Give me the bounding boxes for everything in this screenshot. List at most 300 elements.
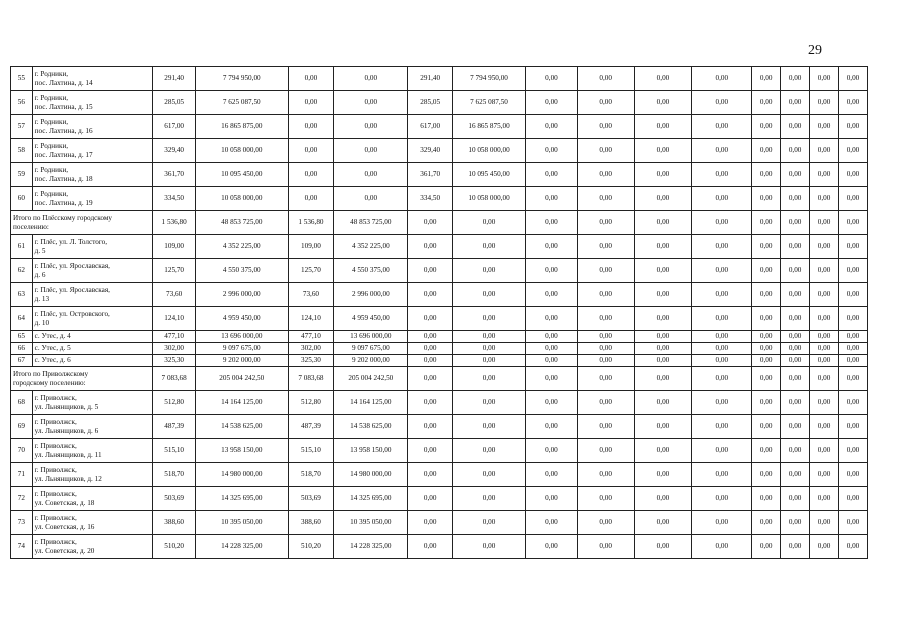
value-cell: 0,00	[752, 259, 781, 283]
value-cell: 14 164 125,00	[334, 391, 408, 415]
value-cell: 0,00	[692, 331, 752, 343]
address-line: пос. Лахтина, д. 19	[34, 198, 93, 207]
value-cell: 0,00	[810, 487, 839, 511]
value-cell: 285,05	[408, 91, 452, 115]
value-cell: 0,00	[838, 535, 867, 559]
value-cell: 0,00	[692, 283, 752, 307]
subtotal-label	[11, 367, 153, 391]
value-cell: 0,00	[692, 439, 752, 463]
value-cell: 0,00	[810, 391, 839, 415]
value-cell: 0,00	[452, 235, 525, 259]
value-cell: 0,00	[781, 331, 810, 343]
value-cell: 0,00	[752, 331, 781, 343]
row-number: 59	[11, 163, 33, 187]
address-line: д. 13	[34, 294, 50, 303]
value-cell: 285,05	[153, 91, 195, 115]
value-cell: 9 097 675,00	[334, 343, 408, 355]
value-cell: 0,00	[408, 535, 452, 559]
value-cell: 0,00	[452, 511, 525, 535]
value-cell: 0,00	[810, 439, 839, 463]
value-cell: 0,00	[838, 511, 867, 535]
value-cell: 0,00	[634, 391, 692, 415]
value-cell: 0,00	[752, 235, 781, 259]
row-number: 64	[11, 307, 33, 331]
address-line: г. Родники,	[34, 189, 69, 198]
value-cell: 0,00	[634, 115, 692, 139]
value-cell: 0,00	[577, 259, 634, 283]
table-row	[11, 343, 868, 355]
value-cell: 334,50	[408, 187, 452, 211]
value-cell: 0,00	[526, 211, 578, 235]
value-cell: 4 550 375,00	[195, 259, 288, 283]
value-cell: 0,00	[781, 487, 810, 511]
value-cell: 9 097 675,00	[195, 343, 288, 355]
value-cell: 124,10	[288, 307, 333, 331]
value-cell: 0,00	[452, 343, 525, 355]
value-cell: 512,80	[153, 391, 195, 415]
value-cell: 14 228 325,00	[334, 535, 408, 559]
value-cell: 0,00	[838, 487, 867, 511]
value-cell: 0,00	[838, 343, 867, 355]
value-cell: 0,00	[752, 91, 781, 115]
value-cell: 0,00	[452, 463, 525, 487]
value-cell: 0,00	[692, 355, 752, 367]
value-cell: 0,00	[752, 343, 781, 355]
address-cell	[32, 439, 153, 463]
value-cell: 0,00	[526, 67, 578, 91]
address-line: г. Плёс, ул. Ярославская,	[34, 285, 110, 294]
address-line: г. Плёс, ул. Ярославская,	[34, 261, 110, 270]
value-cell: 2 996 000,00	[195, 283, 288, 307]
value-cell: 0,00	[408, 511, 452, 535]
value-cell: 0,00	[692, 391, 752, 415]
value-cell: 0,00	[781, 235, 810, 259]
value-cell: 0,00	[408, 283, 452, 307]
table-row	[11, 439, 868, 463]
value-cell: 0,00	[526, 259, 578, 283]
row-number: 61	[11, 235, 33, 259]
value-cell: 0,00	[526, 355, 578, 367]
table-row	[11, 283, 868, 307]
value-cell: 1 536,80	[153, 211, 195, 235]
row-number: 70	[11, 439, 33, 463]
address-cell	[32, 163, 153, 187]
table-body	[11, 67, 868, 559]
address-line: с. Утес, д. 6	[34, 356, 71, 365]
value-cell: 0,00	[692, 259, 752, 283]
value-cell: 0,00	[577, 487, 634, 511]
value-cell: 0,00	[526, 439, 578, 463]
value-cell: 617,00	[153, 115, 195, 139]
value-cell: 0,00	[692, 463, 752, 487]
value-cell: 0,00	[634, 367, 692, 391]
value-cell: 0,00	[838, 391, 867, 415]
value-cell: 0,00	[452, 307, 525, 331]
value-cell: 0,00	[692, 163, 752, 187]
value-cell: 0,00	[810, 463, 839, 487]
value-cell: 0,00	[634, 355, 692, 367]
value-cell: 0,00	[577, 139, 634, 163]
value-cell: 510,20	[153, 535, 195, 559]
table-row	[11, 163, 868, 187]
value-cell: 0,00	[408, 307, 452, 331]
address-cell	[32, 307, 153, 331]
value-cell: 0,00	[752, 439, 781, 463]
value-cell: 503,69	[288, 487, 333, 511]
value-cell: 0,00	[781, 283, 810, 307]
row-number: 69	[11, 415, 33, 439]
value-cell: 0,00	[752, 391, 781, 415]
value-cell: 16 865 875,00	[452, 115, 525, 139]
value-cell: 0,00	[810, 331, 839, 343]
subtotal-label	[11, 211, 153, 235]
value-cell: 477,10	[288, 331, 333, 343]
value-cell: 0,00	[334, 139, 408, 163]
value-cell: 7 083,68	[288, 367, 333, 391]
value-cell: 0,00	[408, 463, 452, 487]
value-cell: 0,00	[452, 367, 525, 391]
value-cell: 0,00	[810, 367, 839, 391]
value-cell: 0,00	[408, 415, 452, 439]
address-line: г. Приволжск,	[34, 489, 77, 498]
value-cell: 73,60	[288, 283, 333, 307]
value-cell: 0,00	[452, 391, 525, 415]
value-cell: 510,20	[288, 535, 333, 559]
table-row	[11, 355, 868, 367]
address-cell	[32, 535, 153, 559]
table-row	[11, 307, 868, 331]
value-cell: 0,00	[838, 115, 867, 139]
row-number: 72	[11, 487, 33, 511]
value-cell: 0,00	[408, 391, 452, 415]
value-cell: 302,00	[288, 343, 333, 355]
address-cell	[32, 331, 153, 343]
value-cell: 291,40	[153, 67, 195, 91]
value-cell: 0,00	[838, 367, 867, 391]
address-line: д. 5	[34, 246, 46, 255]
table-row	[11, 139, 868, 163]
value-cell: 10 058 000,00	[195, 139, 288, 163]
value-cell: 125,70	[288, 259, 333, 283]
value-cell: 0,00	[526, 367, 578, 391]
value-cell: 4 959 450,00	[195, 307, 288, 331]
value-cell: 2 996 000,00	[334, 283, 408, 307]
value-cell: 0,00	[526, 139, 578, 163]
value-cell: 0,00	[526, 115, 578, 139]
value-cell: 0,00	[634, 415, 692, 439]
address-line: д. 6	[34, 270, 46, 279]
row-number: 56	[11, 91, 33, 115]
value-cell: 1 536,80	[288, 211, 333, 235]
value-cell: 0,00	[634, 283, 692, 307]
page-number: 29	[808, 43, 822, 58]
value-cell: 0,00	[810, 283, 839, 307]
value-cell: 125,70	[153, 259, 195, 283]
value-cell: 0,00	[577, 535, 634, 559]
value-cell: 0,00	[634, 463, 692, 487]
value-cell: 4 352 225,00	[334, 235, 408, 259]
address-line: пос. Лахтина, д. 16	[34, 126, 93, 135]
row-number: 57	[11, 115, 33, 139]
address-line: г. Приволжск,	[34, 393, 77, 402]
value-cell: 0,00	[838, 163, 867, 187]
value-cell: 0,00	[838, 463, 867, 487]
value-cell: 0,00	[781, 391, 810, 415]
value-cell: 0,00	[692, 487, 752, 511]
value-cell: 0,00	[781, 91, 810, 115]
value-cell: 0,00	[781, 439, 810, 463]
value-cell: 0,00	[634, 67, 692, 91]
value-cell: 0,00	[781, 355, 810, 367]
value-cell: 109,00	[153, 235, 195, 259]
subtotal-row	[11, 367, 868, 391]
address-line: ул. Льнянщиков, д. 6	[34, 426, 99, 435]
value-cell: 0,00	[526, 235, 578, 259]
value-cell: 4 550 375,00	[334, 259, 408, 283]
value-cell: 0,00	[781, 343, 810, 355]
value-cell: 0,00	[752, 163, 781, 187]
value-cell: 0,00	[526, 391, 578, 415]
address-line: г. Родники,	[34, 69, 69, 78]
value-cell: 7 625 087,50	[452, 91, 525, 115]
value-cell: 0,00	[781, 367, 810, 391]
address-cell	[32, 343, 153, 355]
address-line: ул. Льнянщиков, д. 11	[34, 450, 102, 459]
value-cell: 0,00	[810, 187, 839, 211]
value-cell: 48 853 725,00	[195, 211, 288, 235]
value-cell: 0,00	[408, 343, 452, 355]
value-cell: 0,00	[752, 415, 781, 439]
value-cell: 10 095 450,00	[195, 163, 288, 187]
subtotal-row	[11, 211, 868, 235]
value-cell: 0,00	[452, 355, 525, 367]
value-cell: 0,00	[526, 487, 578, 511]
table-row	[11, 511, 868, 535]
address-line: г. Приволжск,	[34, 417, 77, 426]
value-cell: 0,00	[577, 307, 634, 331]
value-cell: 0,00	[526, 307, 578, 331]
value-cell: 0,00	[577, 211, 634, 235]
value-cell: 515,10	[153, 439, 195, 463]
value-cell: 0,00	[577, 67, 634, 91]
row-number: 60	[11, 187, 33, 211]
value-cell: 361,70	[408, 163, 452, 187]
value-cell: 0,00	[781, 187, 810, 211]
row-number: 73	[11, 511, 33, 535]
value-cell: 0,00	[408, 439, 452, 463]
housing-table	[10, 66, 868, 559]
address-line: г. Приволжск,	[34, 537, 77, 546]
value-cell: 0,00	[838, 235, 867, 259]
value-cell: 0,00	[288, 91, 333, 115]
value-cell: 0,00	[810, 511, 839, 535]
value-cell: 16 865 875,00	[195, 115, 288, 139]
address-cell	[32, 415, 153, 439]
value-cell: 7 794 950,00	[195, 67, 288, 91]
address-cell	[32, 487, 153, 511]
value-cell: 14 164 125,00	[195, 391, 288, 415]
value-cell: 388,60	[153, 511, 195, 535]
value-cell: 0,00	[838, 211, 867, 235]
address-line: г. Родники,	[34, 117, 69, 126]
value-cell: 0,00	[752, 139, 781, 163]
value-cell: 9 202 000,00	[334, 355, 408, 367]
value-cell: 0,00	[810, 139, 839, 163]
address-cell	[32, 283, 153, 307]
value-cell: 0,00	[577, 367, 634, 391]
address-cell	[32, 391, 153, 415]
value-cell: 0,00	[408, 331, 452, 343]
value-cell: 0,00	[634, 259, 692, 283]
table-row	[11, 463, 868, 487]
table-row	[11, 115, 868, 139]
subtotal-label-line: Итого по Приволжскому	[13, 369, 89, 378]
value-cell: 0,00	[634, 91, 692, 115]
value-cell: 0,00	[781, 67, 810, 91]
row-number: 55	[11, 67, 33, 91]
subtotal-label-line: поселению:	[13, 222, 49, 231]
value-cell: 0,00	[452, 415, 525, 439]
value-cell: 4 959 450,00	[334, 307, 408, 331]
value-cell: 0,00	[577, 187, 634, 211]
value-cell: 0,00	[752, 535, 781, 559]
value-cell: 0,00	[408, 235, 452, 259]
value-cell: 14 538 625,00	[195, 415, 288, 439]
value-cell: 0,00	[452, 259, 525, 283]
value-cell: 0,00	[810, 259, 839, 283]
value-cell: 0,00	[752, 187, 781, 211]
value-cell: 0,00	[752, 283, 781, 307]
value-cell: 0,00	[634, 331, 692, 343]
row-number: 58	[11, 139, 33, 163]
address-cell	[32, 511, 153, 535]
value-cell: 0,00	[781, 307, 810, 331]
value-cell: 13 696 000,00	[334, 331, 408, 343]
address-line: пос. Лахтина, д. 15	[34, 102, 93, 111]
value-cell: 0,00	[634, 439, 692, 463]
value-cell: 0,00	[577, 355, 634, 367]
value-cell: 0,00	[810, 535, 839, 559]
table-row	[11, 487, 868, 511]
value-cell: 0,00	[334, 187, 408, 211]
value-cell: 0,00	[838, 283, 867, 307]
value-cell: 0,00	[288, 139, 333, 163]
value-cell: 617,00	[408, 115, 452, 139]
value-cell: 518,70	[153, 463, 195, 487]
value-cell: 0,00	[838, 355, 867, 367]
value-cell: 0,00	[526, 343, 578, 355]
value-cell: 0,00	[408, 211, 452, 235]
value-cell: 487,39	[288, 415, 333, 439]
value-cell: 0,00	[288, 187, 333, 211]
address-line: г. Плёс, ул. Л. Толстого,	[34, 237, 108, 246]
value-cell: 9 202 000,00	[195, 355, 288, 367]
table-row	[11, 391, 868, 415]
value-cell: 0,00	[810, 235, 839, 259]
table-row	[11, 91, 868, 115]
value-cell: 0,00	[692, 535, 752, 559]
value-cell: 0,00	[838, 331, 867, 343]
table-row	[11, 235, 868, 259]
value-cell: 0,00	[634, 139, 692, 163]
value-cell: 0,00	[634, 343, 692, 355]
address-cell	[32, 139, 153, 163]
value-cell: 0,00	[288, 67, 333, 91]
value-cell: 0,00	[781, 139, 810, 163]
value-cell: 14 325 695,00	[195, 487, 288, 511]
table-row	[11, 415, 868, 439]
value-cell: 329,40	[408, 139, 452, 163]
value-cell: 0,00	[692, 139, 752, 163]
value-cell: 477,10	[153, 331, 195, 343]
value-cell: 0,00	[526, 283, 578, 307]
value-cell: 0,00	[838, 187, 867, 211]
value-cell: 0,00	[577, 511, 634, 535]
value-cell: 0,00	[692, 235, 752, 259]
value-cell: 13 696 000,00	[195, 331, 288, 343]
value-cell: 0,00	[810, 211, 839, 235]
value-cell: 0,00	[288, 115, 333, 139]
value-cell: 0,00	[577, 235, 634, 259]
value-cell: 0,00	[838, 91, 867, 115]
value-cell: 0,00	[781, 415, 810, 439]
value-cell: 0,00	[452, 487, 525, 511]
value-cell: 10 058 000,00	[452, 187, 525, 211]
value-cell: 0,00	[577, 163, 634, 187]
address-line: д. 10	[34, 318, 50, 327]
value-cell: 0,00	[810, 415, 839, 439]
address-cell	[32, 463, 153, 487]
value-cell: 0,00	[781, 259, 810, 283]
address-line: ул. Советская, д. 16	[34, 522, 95, 531]
row-number: 71	[11, 463, 33, 487]
address-line: г. Плёс, ул. Островского,	[34, 309, 110, 318]
address-line: г. Родники,	[34, 93, 69, 102]
table-row	[11, 187, 868, 211]
value-cell: 0,00	[577, 415, 634, 439]
address-cell	[32, 235, 153, 259]
value-cell: 0,00	[810, 163, 839, 187]
value-cell: 7 625 087,50	[195, 91, 288, 115]
value-cell: 0,00	[810, 67, 839, 91]
value-cell: 0,00	[692, 367, 752, 391]
value-cell: 0,00	[752, 307, 781, 331]
value-cell: 0,00	[526, 415, 578, 439]
value-cell: 0,00	[781, 115, 810, 139]
value-cell: 512,80	[288, 391, 333, 415]
value-cell: 0,00	[781, 211, 810, 235]
value-cell: 0,00	[634, 211, 692, 235]
value-cell: 0,00	[334, 115, 408, 139]
value-cell: 14 538 625,00	[334, 415, 408, 439]
address-line: с. Утес, д. 4	[34, 332, 71, 341]
value-cell: 0,00	[752, 463, 781, 487]
value-cell: 0,00	[692, 343, 752, 355]
value-cell: 0,00	[577, 331, 634, 343]
value-cell: 0,00	[634, 235, 692, 259]
value-cell: 334,50	[153, 187, 195, 211]
value-cell: 205 004 242,50	[334, 367, 408, 391]
address-cell	[32, 115, 153, 139]
value-cell: 0,00	[752, 511, 781, 535]
value-cell: 124,10	[153, 307, 195, 331]
address-line: пос. Лахтина, д. 17	[34, 150, 93, 159]
value-cell: 0,00	[634, 187, 692, 211]
value-cell: 14 228 325,00	[195, 535, 288, 559]
value-cell: 0,00	[634, 535, 692, 559]
value-cell: 0,00	[634, 487, 692, 511]
value-cell: 0,00	[452, 283, 525, 307]
